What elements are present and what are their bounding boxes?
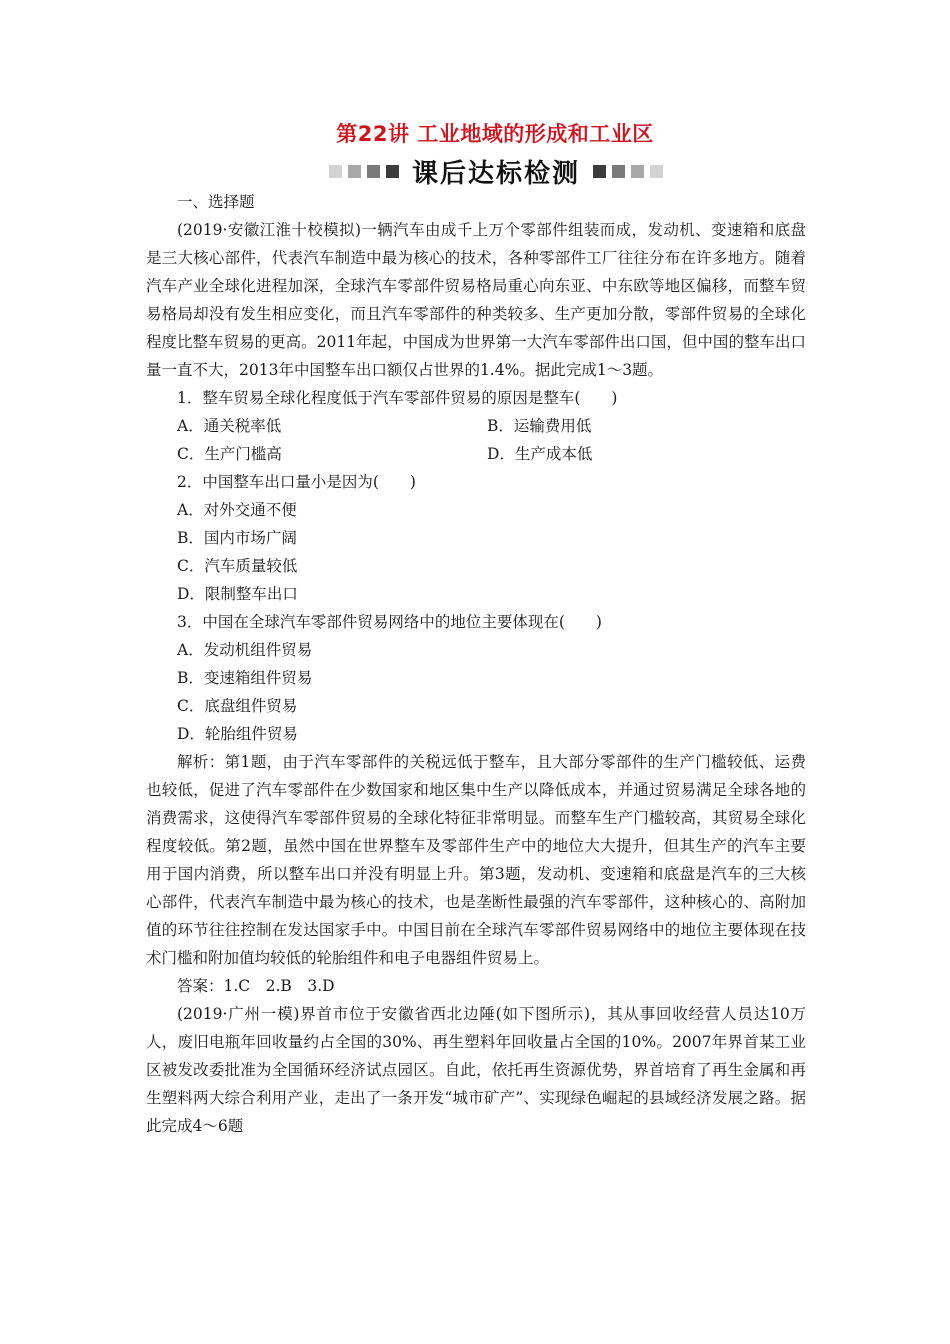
question-1-options-row <box>146 440 806 468</box>
decor-square <box>348 165 361 178</box>
option: C．底盘组件贸易 <box>177 697 298 715</box>
decor-square <box>612 165 625 178</box>
decor-square <box>329 165 342 178</box>
answer: 答案：1.C 2.B 3.D <box>177 977 335 995</box>
question-3-stem: 3．中国在全球汽车零部件贸易网络中的地位主要体现在( ) <box>177 613 602 631</box>
option: C．汽车质量较低 <box>177 557 298 575</box>
decor-square <box>631 165 644 178</box>
option: A．通关税率低 <box>177 417 282 435</box>
passage-1: (2019·安徽江淮十校模拟)一辆汽车由成千上万个零部件组装而成，发动机、变速箱和底盘是三大核心部件，代表汽车制造中最为核心的技术，各种零部件工厂往往分布在许多地方。随着汽车产业全球化进程加深，全球汽车零部件贸易格局重心向东亚、中东欧等地区偏移，而整车贸易格局却没有发生相应变化，而且汽车零部件的种类较多、生产更加分散，零部件贸易的全球化程度比整车贸易的更高。2011年起，中国成为世界第一大汽车零部件出口国，但中国的整车出口量一直不大，2013年中国整车出口额仅占世界的1.4%。据此完成1～3题。 <box>146 221 806 379</box>
question-1-options-row <box>146 412 806 440</box>
option: A．对外交通不便 <box>177 501 297 519</box>
option: D．轮胎组件贸易 <box>177 725 298 743</box>
option: C．生产门槛高 <box>177 445 282 463</box>
page-title: 第22讲 工业地域的形成和工业区 <box>336 122 654 146</box>
option: B．国内市场广阔 <box>177 529 297 547</box>
question-2-stem: 2．中国整车出口量小是因为( ) <box>177 473 416 491</box>
decor-square <box>650 165 663 178</box>
decor-square <box>386 165 399 178</box>
decor-square <box>593 165 606 178</box>
option: D．生产成本低 <box>487 445 593 463</box>
passage-2: (2019·广州一模)界首市位于安徽省西北边陲(如下图所示)，其从事回收经营人员达10万人，废旧电瓶年回收量约占全国的30%、再生塑料年回收量占全国的10%。2007年界首某工业区被发改委批准为全国循环经济试点园区。自此，依托再生资源优势，界首培育了再生金属和再生塑料两大综合利用产业，走出了一条开发“城市矿产”、实现绿色崛起的县域经济发展之路。据此完成4～6题 <box>146 1005 806 1135</box>
document-body <box>146 184 806 1140</box>
option: D．限制整车出口 <box>177 585 298 603</box>
option: A．发动机组件贸易 <box>177 641 313 659</box>
banner-title: 课后达标检测 <box>411 158 580 189</box>
option: B．变速箱组件贸易 <box>177 669 313 687</box>
option: B．运输费用低 <box>487 417 592 435</box>
decor-square <box>367 165 380 178</box>
question-1-stem: 1．整车贸易全球化程度低于汽车零部件贸易的原因是整车( ) <box>177 389 618 407</box>
section-heading: 一、选择题 <box>177 193 255 211</box>
analysis: 解析：第1题，由于汽车零部件的关税远低于整车，且大部分零部件的生产门槛较低、运费也较低，促进了汽车零部件在少数国家和地区集中生产以降低成本，并通过贸易满足全球各地的消费需求，这使得汽车零部件贸易的全球化特征非常明显。而整车生产门槛较高，其贸易全球化程度较低。第2题，虽然中国在世界整车及零部件生产中的地位大大提升，但其生产的汽车主要用于国内消费，所以整车出口并没有明显上升。第3题，发动机、变速箱和底盘是汽车的三大核心部件，代表汽车制造中最为核心的技术，也是垄断性最强的汽车零部件，这种核心的、高附加值的环节往往控制在发达国家手中。中国目前在全球汽车零部件贸易网络中的地位主要体现在技术门槛和附加值均较低的轮胎组件和电子电器组件贸易上。 <box>146 753 806 967</box>
